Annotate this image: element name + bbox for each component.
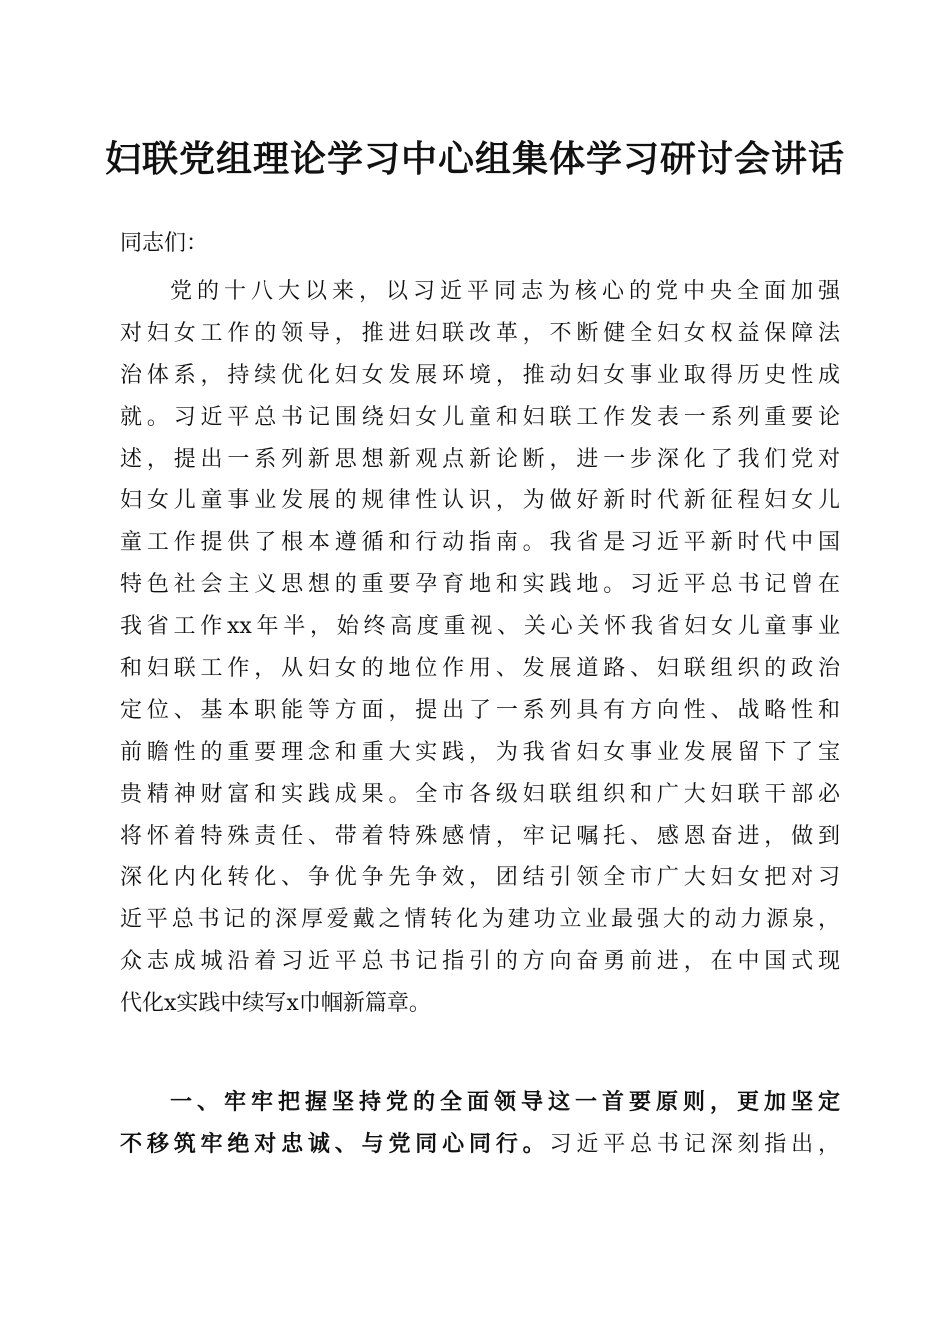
paragraph-line: 治体系，持续优化妇女发展环境，推动妇女事业取得历史性成 bbox=[120, 362, 840, 388]
paragraph-line: 述，提出一系列新思想新观点新论断，进一步深化了我们党对 bbox=[120, 446, 840, 472]
document-title: 妇联党组理论学习中心组集体学习研讨会讲话 bbox=[104, 139, 845, 180]
paragraph-line: 定位、基本职能等方面，提出了一系列具有方向性、战略性和 bbox=[120, 697, 840, 723]
paragraph-line: 党的十八大以来，以习近平同志为核心的党中央全面加强 bbox=[170, 279, 840, 304]
paragraph-line: 对妇女工作的领导，推进妇联改革，不断健全妇女权益保障法 bbox=[120, 320, 840, 346]
paragraph-1 bbox=[120, 271, 840, 1025]
paragraph-line: 就。习近平总书记围绕妇女儿童和妇联工作发表一系列重要论 bbox=[120, 404, 840, 430]
paragraph-line: 近平总书记的深厚爱戴之情转化为建功立业最强大的动力源泉， bbox=[120, 907, 840, 933]
paragraph-line: 代化x实践中续写x巾帼新篇章。 bbox=[120, 991, 431, 1017]
section-body-text: 习近平总书记深刻指出， bbox=[549, 1132, 840, 1157]
paragraph-line: 特色社会主义思想的重要孕育地和实践地。习近平总书记曾在 bbox=[120, 572, 840, 598]
paragraph-line: 前瞻性的重要理念和重大实践，为我省妇女事业发展留下了宝 bbox=[120, 739, 840, 765]
paragraph-line: 妇女儿童事业发展的规律性认识，为做好新时代新征程妇女儿 bbox=[120, 488, 840, 514]
paragraph-line: 深化内化转化、争优争先争效，团结引领全市广大妇女把对习 bbox=[120, 865, 840, 891]
paragraph-line: 将怀着特殊责任、带着特殊感情，牢记嘱托、感恩奋进，做到 bbox=[120, 823, 840, 849]
paragraph-line: 我省工作xx年半，始终高度重视、关心关怀我省妇女儿童事业 bbox=[120, 614, 840, 640]
section-heading-bold: 不移筑牢绝对忠诚、与党同心同行。 bbox=[120, 1132, 550, 1157]
section-1 bbox=[120, 1082, 840, 1166]
paragraph-line: 众志成城沿着习近平总书记指引的方向奋勇前进，在中国式现 bbox=[120, 949, 840, 975]
paragraph-line: 和妇联工作，从妇女的地位作用、发展道路、妇联组织的政治 bbox=[120, 656, 840, 682]
section-heading-line-2 bbox=[120, 1124, 840, 1166]
salutation: 同志们： bbox=[120, 231, 209, 256]
section-heading-line: 一、牢牢把握坚持党的全面领导这一首要原则，更加坚定 bbox=[170, 1090, 840, 1115]
paragraph-line: 童工作提供了根本遵循和行动指南。我省是习近平新时代中国 bbox=[120, 530, 840, 556]
paragraph-line: 贵精神财富和实践成果。全市各级妇联组织和广大妇联干部必 bbox=[120, 781, 840, 807]
